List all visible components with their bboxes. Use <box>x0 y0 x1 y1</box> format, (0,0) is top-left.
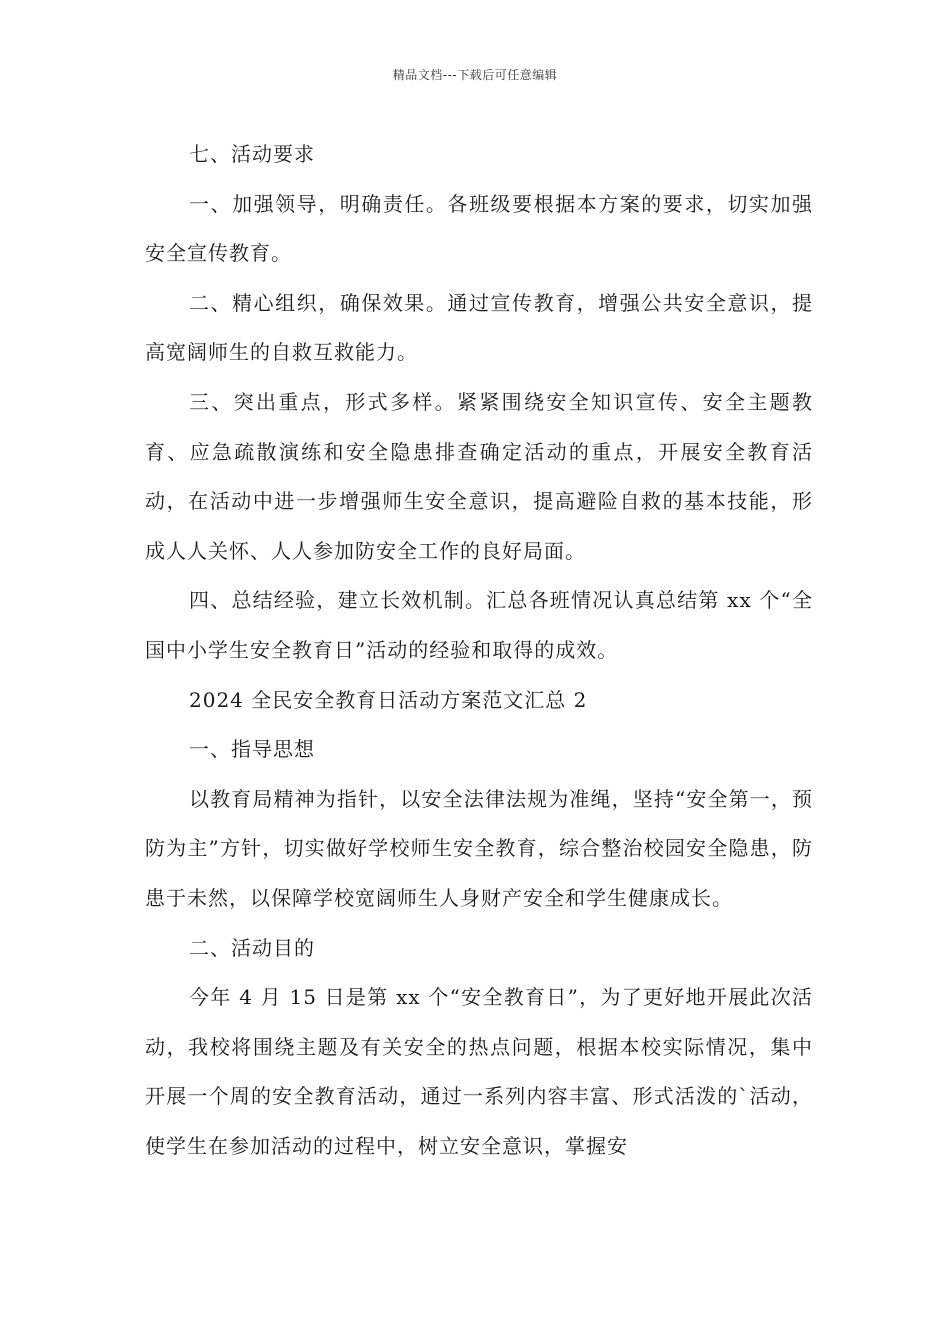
paragraph: 今年 4 月 15 日是第 xx 个“安全教育日”，为了更好地开展此次活动，我校将围绕主题及有关安全的热点问题，根据本校实际情况，集中开展一个周的安全教育活动，通过一系列内容丰富、形式活泼的`活动，使学生在参加活动的过程中，树立安全意识，掌握安 <box>145 985 813 1158</box>
paragraph: 以教育局精神为指针，以安全法律法规为准绳，坚持“安全第一，预防为主”方针，切实做好学校师生安全教育，综合整治校园安全隐患，防患于未然，以保障学校宽阔师生人身财产安全和学生健康成长。 <box>145 786 813 910</box>
document-title: 2024 全民安全教育日活动方案范文汇总 2 <box>189 687 588 712</box>
paragraph: 三、突出重点，形式多样。紧紧围绕安全知识宣传、安全主题教育、应急疏散演练和安全隐患排查确定活动的重点，开展安全教育活动，在活动中进一步增强师生安全意识，提高避险自救的基本技能，形成人人关怀、人人参加防安全工作的良好局面。 <box>145 389 813 563</box>
paragraph: 二、精心组织，确保效果。通过宣传教育，增强公共安全意识，提高宽阔师生的自救互救能力。 <box>145 290 813 365</box>
document-body <box>145 130 813 1171</box>
paragraph: 四、总结经验，建立长效机制。汇总各班情况认真总结第 xx 个“全国中小学生安全教育日”活动的经验和取得的成效。 <box>145 588 813 662</box>
page-header: 精品文档---下载后可任意编辑 <box>392 68 558 82</box>
section-heading: 一、指导思想 <box>189 737 315 762</box>
paragraph: 一、加强领导，明确责任。各班级要根据本方案的要求，切实加强安全宣传教育。 <box>145 191 813 266</box>
section-heading: 七、活动要求 <box>189 142 315 166</box>
section-heading: 二、活动目的 <box>189 935 315 960</box>
